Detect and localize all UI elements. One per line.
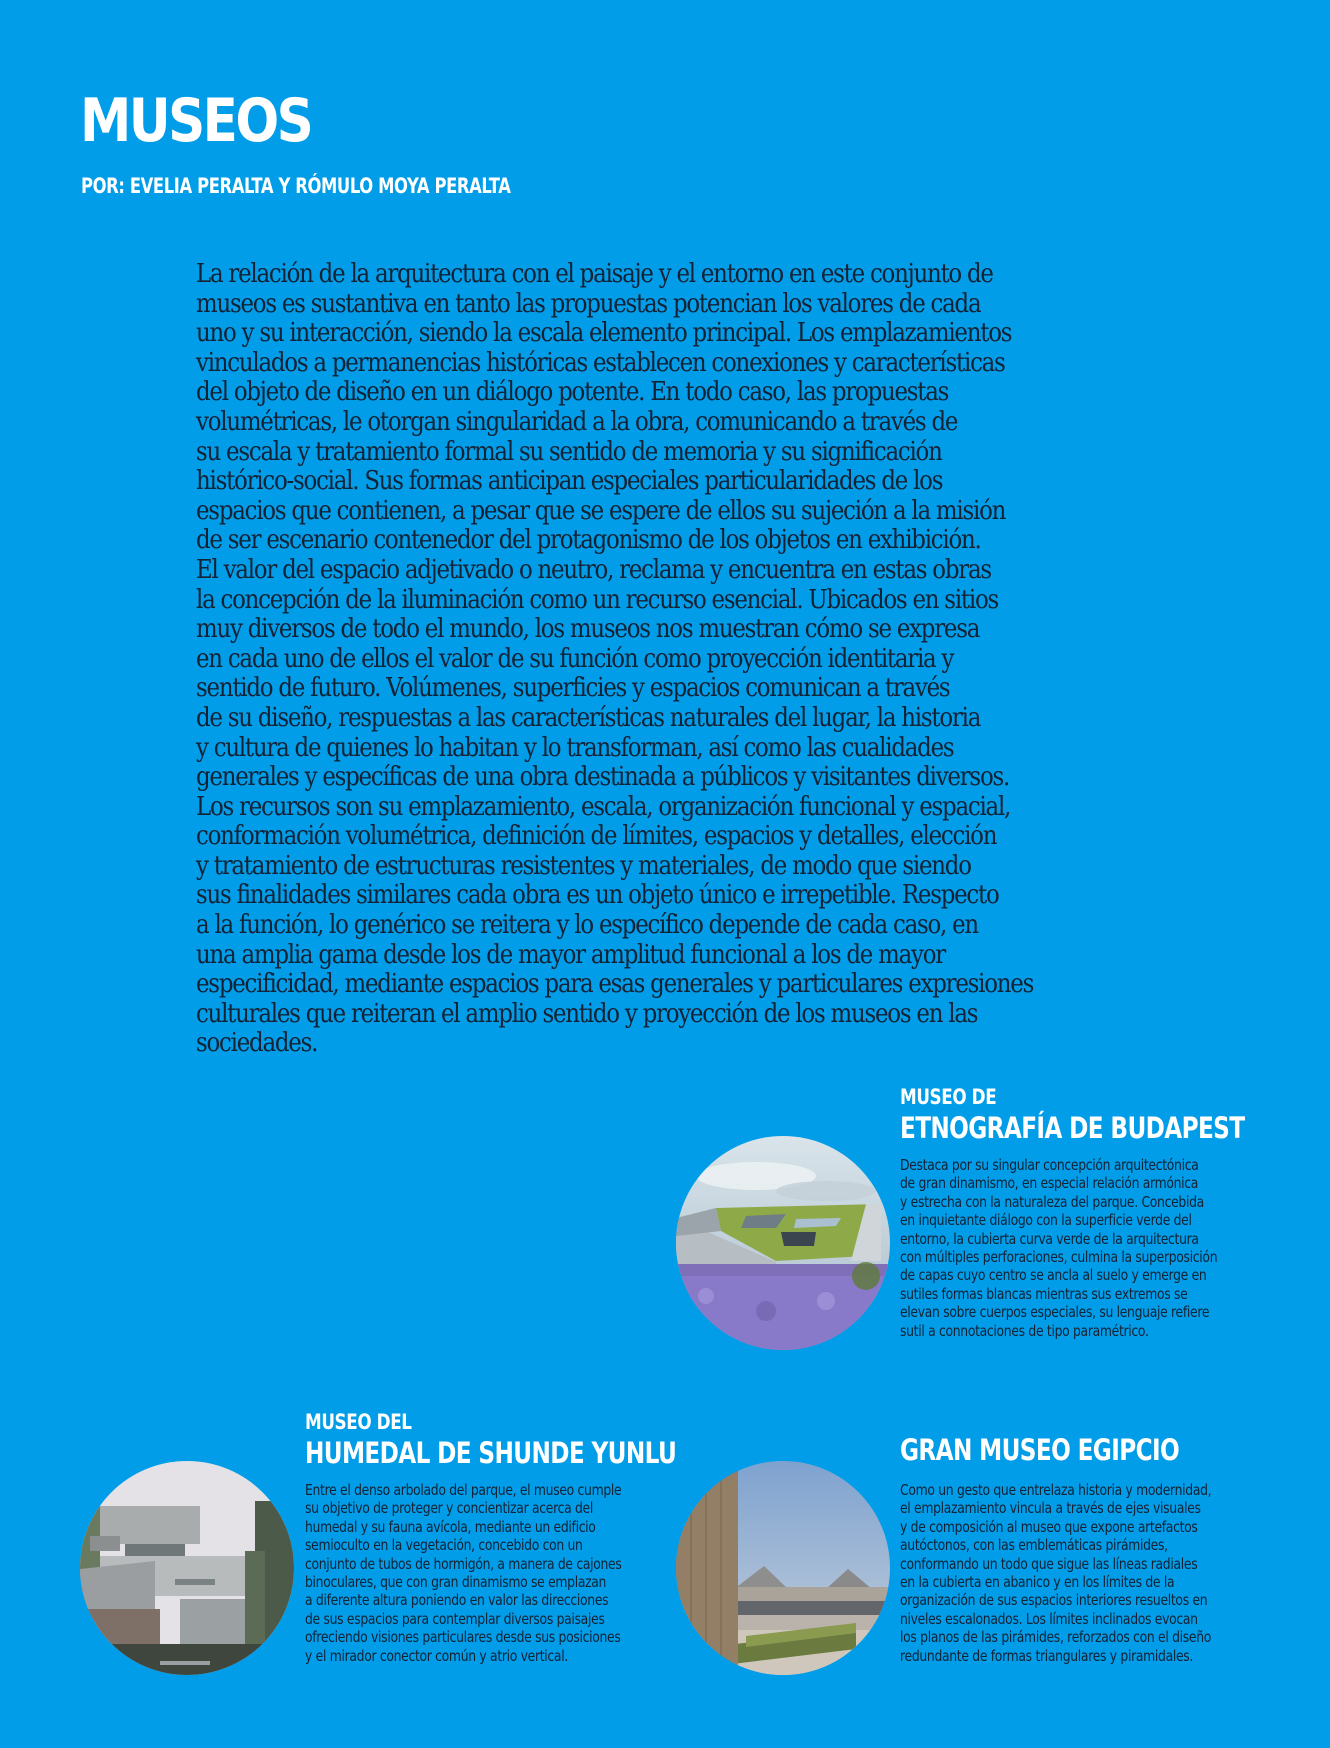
description-line: binoculares, que con gran dinamismo se emplazan [305, 1573, 607, 1592]
concrete-building-image [80, 1461, 294, 1675]
intro-line: y cultura de quienes lo habitan y lo transforman, así como las cualidades [196, 732, 954, 763]
description-line: entorno, la cubierta curva verde de la arquitectura [900, 1229, 1199, 1248]
budapest-museum-photo [676, 1136, 890, 1350]
description-line: conjunto de tubos de hormigón, a manera de cajones [305, 1554, 622, 1573]
shunde-heading [305, 1409, 676, 1471]
description-line: a diferente altura poniendo en valor las direcciones [305, 1591, 609, 1610]
intro-line: de su diseño, respuestas a las características naturales del lugar, la historia [196, 702, 981, 733]
shunde-museum-photo [80, 1461, 294, 1675]
egipcio-heading [900, 1432, 1179, 1468]
intro-line: del objeto de diseño en un diálogo potente. En todo caso, las propuestas [196, 377, 949, 408]
description-line: sutil a connotaciones de tipo paramétrico. [900, 1321, 1149, 1340]
intro-line: sentido de futuro. Volúmenes, superficies y espacios comunican a través [196, 673, 950, 704]
intro-line: la concepción de la iluminación como un recurso esencial. Ubicados en sitios [196, 584, 999, 615]
description-line: sutiles formas blancas mientras sus extremos se [900, 1284, 1188, 1303]
description-line: en inquietante diálogo con la superficie verde del [900, 1211, 1192, 1230]
description-line: niveles escalonados. Los límites inclinados evocan [900, 1609, 1198, 1628]
intro-line: espacios que contienen, a pesar que se espere de ellos su sujeción a la misión [196, 495, 1006, 526]
intro-line: vinculados a permanencias históricas establecen conexiones y características [196, 347, 1005, 378]
description-line: de sus espacios para contemplar diversos paisajes [305, 1609, 605, 1628]
intro-line: en cada uno de ellos el valor de su función como proyección identitaria y [196, 643, 954, 674]
shunde-heading-small: MUSEO DEL [305, 1410, 412, 1434]
shunde-description [305, 1481, 622, 1665]
description-line: los planos de las pirámides, reforzados con el diseño [900, 1628, 1212, 1647]
intro-line: especificidad, mediante espacios para esas generales y particulares expresiones [196, 969, 1034, 1000]
intro-line: a la función, lo genérico se reitera y lo específico depende de cada caso, en [196, 910, 978, 941]
description-line: organización de sus espacios interiores resueltos en [900, 1591, 1208, 1610]
description-line: semioculto en la vegetación, concebido con un [305, 1536, 583, 1555]
intro-line: uno y su interacción, siendo la escala elemento principal. Los emplazamientos [196, 318, 1012, 349]
description-line: Entre el denso arbolado del parque, el museo cumple [305, 1481, 622, 1499]
intro-line: su escala y tratamiento formal su sentido de memoria y su significación [196, 436, 942, 467]
egipcio-museum-photo [676, 1461, 890, 1675]
intro-line: y tratamiento de estructuras resistentes y materiales, de modo que siendo [196, 850, 971, 881]
intro-line: culturales que reiteran el amplio sentido y proyección de los museos en las [196, 998, 978, 1029]
intro-line: una amplia gama desde los de mayor amplitud funcional a los de mayor [196, 939, 945, 970]
description-line: conformando un todo que sigue las líneas radiales [900, 1554, 1198, 1573]
description-line: humedal y su fauna avícola, mediante un edificio [305, 1517, 596, 1536]
intro-line: sus finalidades similares cada obra es un objeto único e irrepetible. Respecto [196, 880, 999, 911]
intro-line: museos es sustantiva en tanto las propuestas potencian los valores de cada [196, 288, 981, 319]
byline: POR: EVELIA PERALTA Y RÓMULO MOYA PERALTA [81, 174, 511, 198]
description-line: ofreciendo visiones particulares desde sus posiciones [305, 1628, 621, 1647]
description-line: y el mirador conector común y atrio vertical. [305, 1646, 568, 1665]
description-line: redundante de formas triangulares y piramidales. [900, 1646, 1194, 1665]
budapest-heading-big: ETNOGRAFÍA DE BUDAPEST [900, 1111, 1245, 1145]
egipcio-heading-big: GRAN MUSEO EGIPCIO [900, 1433, 1180, 1467]
description-line: de gran dinamismo, en especial relación armónica [900, 1174, 1199, 1193]
description-line: el emplazamiento vincula a través de ejes visuales [900, 1499, 1201, 1518]
description-line: Como un gesto que entrelaza historia y modernidad, [900, 1481, 1212, 1499]
intro-line: sociedades. [196, 1028, 318, 1059]
pyramids-image [676, 1461, 890, 1675]
intro-line: histórico-social. Sus formas anticipan especiales particularidades de los [196, 466, 943, 497]
intro-line: El valor del espacio adjetivado o neutro, reclama y encuentra en estas obras [196, 554, 991, 585]
budapest-description [900, 1156, 1217, 1340]
intro-line: La relación de la arquitectura con el paisaje y el entorno en este conjunto de [196, 259, 993, 289]
green-roof-image [676, 1136, 890, 1350]
intro-line: volumétricas, le otorgan singularidad a la obra, comunicando a través de [196, 406, 958, 437]
shunde-heading-big: HUMEDAL DE SHUNDE YUNLU [305, 1436, 677, 1470]
intro-line: muy diversos de todo el mundo, los museos nos muestran cómo se expresa [196, 614, 980, 645]
description-line: de capas cuyo centro se ancla al suelo y emerge en [900, 1266, 1207, 1285]
description-line: y de composición al museo que expone artefactos [900, 1517, 1198, 1536]
description-line: su objetivo de proteger y concientizar acerca del [305, 1499, 593, 1518]
description-line: Destaca por su singular concepción arquitectónica [900, 1156, 1199, 1174]
budapest-heading [900, 1084, 1244, 1146]
description-line: con múltiples perforaciones, culmina la superposición [900, 1248, 1218, 1267]
page-title: MUSEOS [80, 86, 312, 156]
budapest-heading-small: MUSEO DE [900, 1085, 997, 1109]
description-line: autóctonos, con las emblemáticas pirámides, [900, 1536, 1168, 1555]
description-line: y estrecha con la naturaleza del parque. Concebida [900, 1192, 1204, 1211]
intro-line: de ser escenario contenedor del protagonismo de los objetos en exhibición. [196, 525, 981, 556]
intro-line: generales y específicas de una obra destinada a públicos y visitantes diversos. [196, 762, 1010, 793]
description-line: en la cubierta en abanico y en los límites de la [900, 1573, 1175, 1592]
intro-line: Los recursos son su emplazamiento, escala, organización funcional y espacial, [196, 791, 1011, 822]
egipcio-description [900, 1481, 1211, 1665]
intro-paragraph [196, 260, 1076, 1059]
intro-line: conformación volumétrica, definición de límites, espacios y detalles, elección [196, 821, 997, 852]
description-line: elevan sobre cuerpos especiales, su lenguaje refiere [900, 1303, 1210, 1322]
